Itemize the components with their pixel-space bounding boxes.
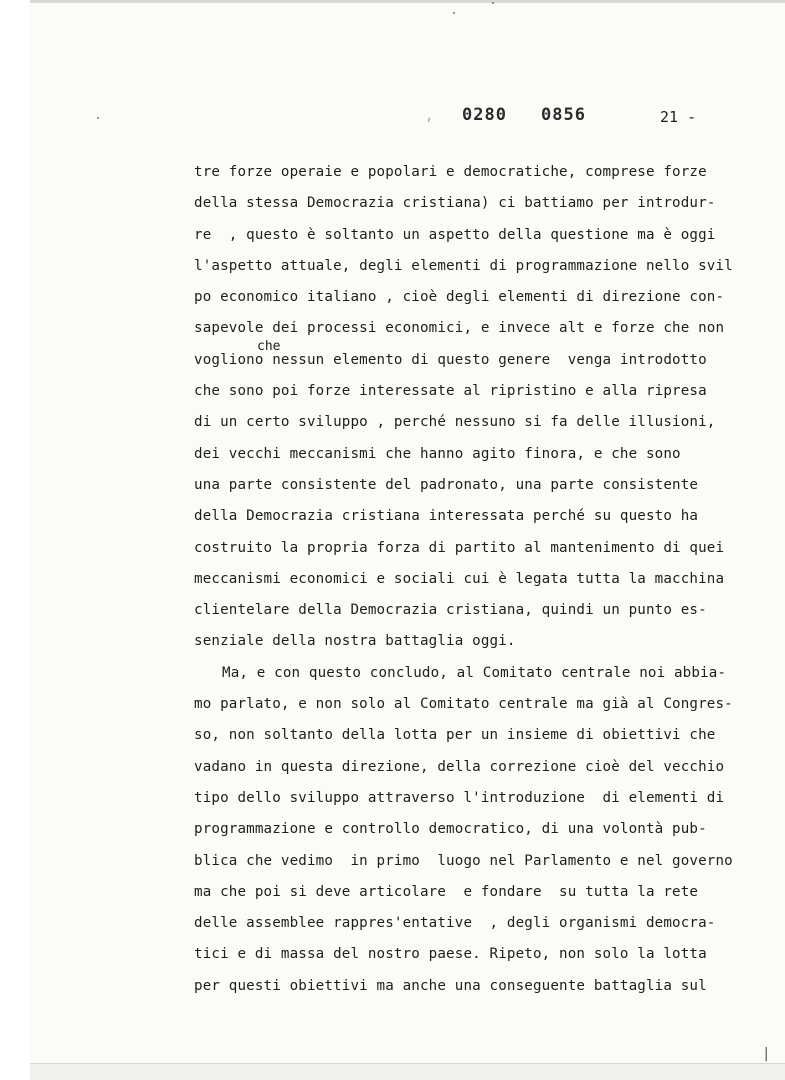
text-line: mo parlato, e non solo al Comitato centrale ma già al Congres- bbox=[194, 696, 733, 713]
text-line: meccanismi economici e sociali cui è legata tutta la macchina bbox=[194, 570, 725, 587]
text-line: so, non soltanto della lotta per un insieme di obiettivi che bbox=[194, 727, 716, 744]
text-line: ma che poi si deve articolare e fondare su tutta la rete bbox=[194, 883, 699, 900]
ink-speck bbox=[492, 2, 494, 4]
scan-top-shadow bbox=[30, 0, 785, 3]
text-line: vadano in questa direzione, della correzione cioè del vecchio bbox=[194, 758, 725, 775]
page-number: 21 - bbox=[660, 108, 697, 126]
text-line: dei vecchi meccanismi che hanno agito finora, e che sono bbox=[194, 445, 681, 462]
handwritten-insertion: che bbox=[257, 339, 281, 354]
text-line: programmazione e controllo democratico, di una volontà pub- bbox=[194, 821, 707, 838]
text-line: l'aspetto attuale, degli elementi di programmazione nello svil bbox=[194, 257, 733, 274]
archive-stamp-right: 0856 bbox=[541, 105, 586, 125]
text-line: della Democrazia cristiana interessata perché su questo ha bbox=[194, 508, 699, 525]
ink-speck bbox=[453, 12, 455, 14]
body-text bbox=[194, 161, 784, 1006]
ink-speck bbox=[97, 117, 99, 119]
text-line: re , questo è soltanto un aspetto della questione ma è oggi bbox=[194, 226, 716, 243]
text-line: della stessa Democrazia cristiana) ci battiamo per introdur- bbox=[194, 195, 716, 212]
text-line: tre forze operaie e popolari e democratiche, comprese forze bbox=[194, 164, 707, 180]
text-line: vogliono nessun elemento di questo genere venga introdotto bbox=[194, 351, 707, 368]
text-line: tici e di massa del nostro paese. Ripeto, non solo la lotta bbox=[194, 946, 707, 963]
paragraph-first-line: Ma, e con questo concludo, al Comitato centrale noi abbia- bbox=[222, 664, 727, 681]
text-line: sapevole dei processi economici, e invece alt e forze che non bbox=[194, 320, 725, 337]
text-line: po economico italiano , cioè degli elementi di direzione con- bbox=[194, 289, 725, 306]
text-line: clientelare della Democrazia cristiana, quindi un punto es- bbox=[194, 602, 707, 619]
archive-stamp-left: 0280 bbox=[462, 105, 507, 125]
margin-marks: | bbox=[762, 1046, 771, 1062]
text-line: senziale della nostra battaglia oggi. bbox=[194, 633, 516, 650]
text-line: delle assemblee rappres'entative , degli organismi democra- bbox=[194, 915, 716, 932]
text-line: di un certo sviluppo , perché nessuno si fa delle illusioni, bbox=[194, 414, 716, 431]
text-line: che sono poi forze interessate al ripristino e alla ripresa bbox=[194, 383, 707, 400]
text-line: costruito la propria forza di partito al mantenimento di quei bbox=[194, 539, 725, 556]
stamp-tick: , bbox=[425, 108, 434, 124]
text-line: per questi obiettivi ma anche una conseguente battaglia sul bbox=[194, 977, 707, 994]
scan-bottom-edge bbox=[30, 1063, 785, 1080]
scan-margin bbox=[0, 0, 30, 1080]
text-line: blica che vedimo in primo luogo nel Parlamento e nel governo bbox=[194, 852, 733, 869]
text-line: una parte consistente del padronato, una parte consistente bbox=[194, 476, 699, 493]
text-line: tipo dello sviluppo attraverso l'introduzione di elementi di bbox=[194, 789, 725, 806]
